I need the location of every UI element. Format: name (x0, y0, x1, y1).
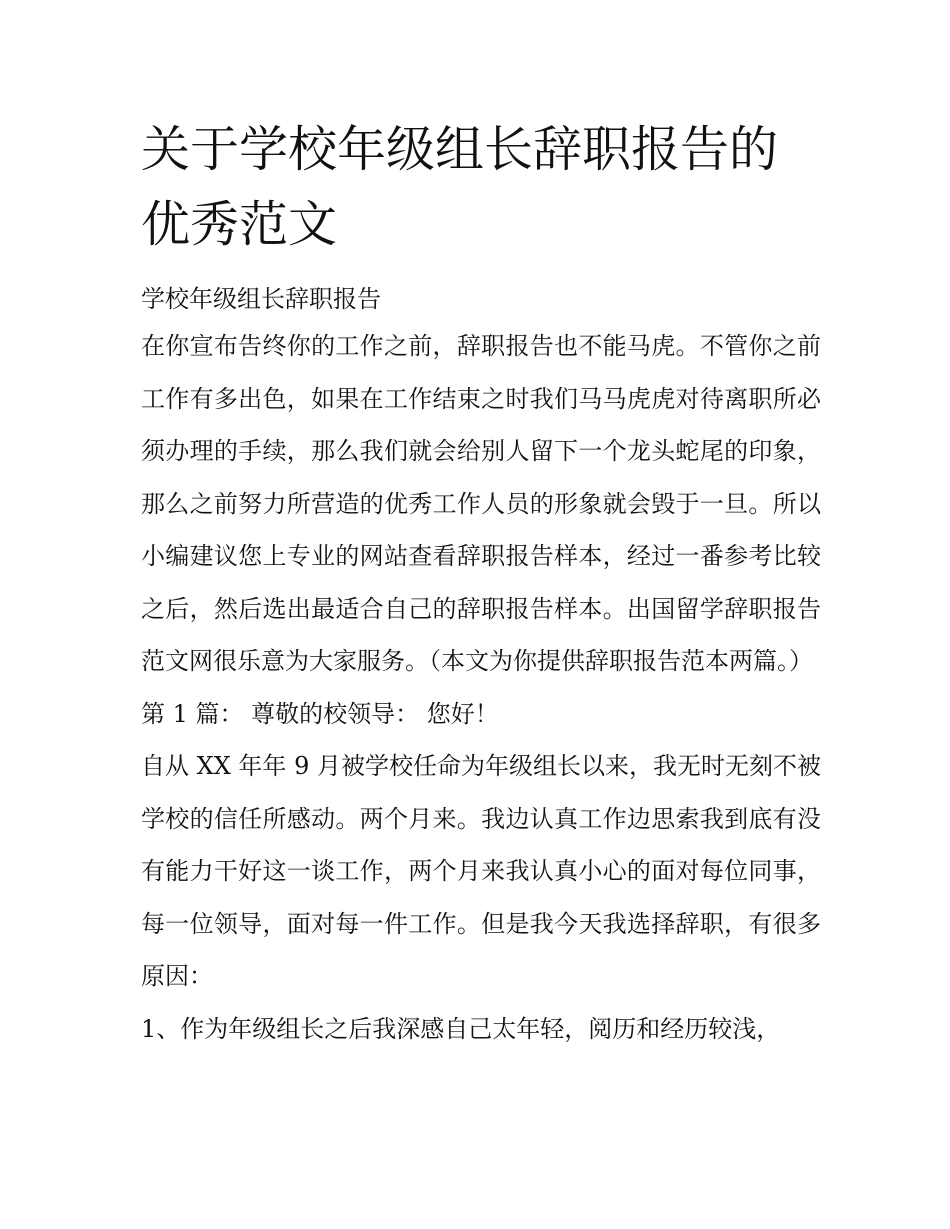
document-title: 关于学校年级组长辞职报告的优秀范文 (141, 121, 779, 253)
list-item-1: 1、作为年级组长之后我深感自己太年轻，阅历和经历较浅， (141, 1014, 781, 1043)
document-subtitle: 学校年级组长辞职报告 (141, 285, 381, 313)
letter-heading: 第 1 篇： 尊敬的校领导： 您好！ (141, 699, 499, 728)
intro-paragraph: 在你宣布告终你的工作之前，辞职报告也不能马虎。不管你之前工作有多出色，如果在工作结束之时我们马马虎虎对待离职所必须办理的手续，那么我们就会给别人留下一个龙头蛇尾的印象，那么之前努力所营造的优秀工作人员的形象就会毁于一旦。所以小编建议您上专业的网站查看辞职报告样本，经过一番参考比较之后，然后选出最适合自己的辞职报告样本。出国留学辞职报告范文网很乐意为大家服务。（本文为你提供辞职报告范本两篇。） (141, 332, 821, 675)
document-body (141, 112, 821, 1055)
body-paragraph: 自从 XX 年年 9 月被学校任命为年级组长以来，我无时无刻不被学校的信任所感动。两个月来。我边认真工作边思索我到底有没有能力干好这一谈工作，两个月来我认真小心的面对每位同事，每一位领导，面对每一件工作。但是我今天我选择辞职，有很多原因： (141, 752, 821, 990)
